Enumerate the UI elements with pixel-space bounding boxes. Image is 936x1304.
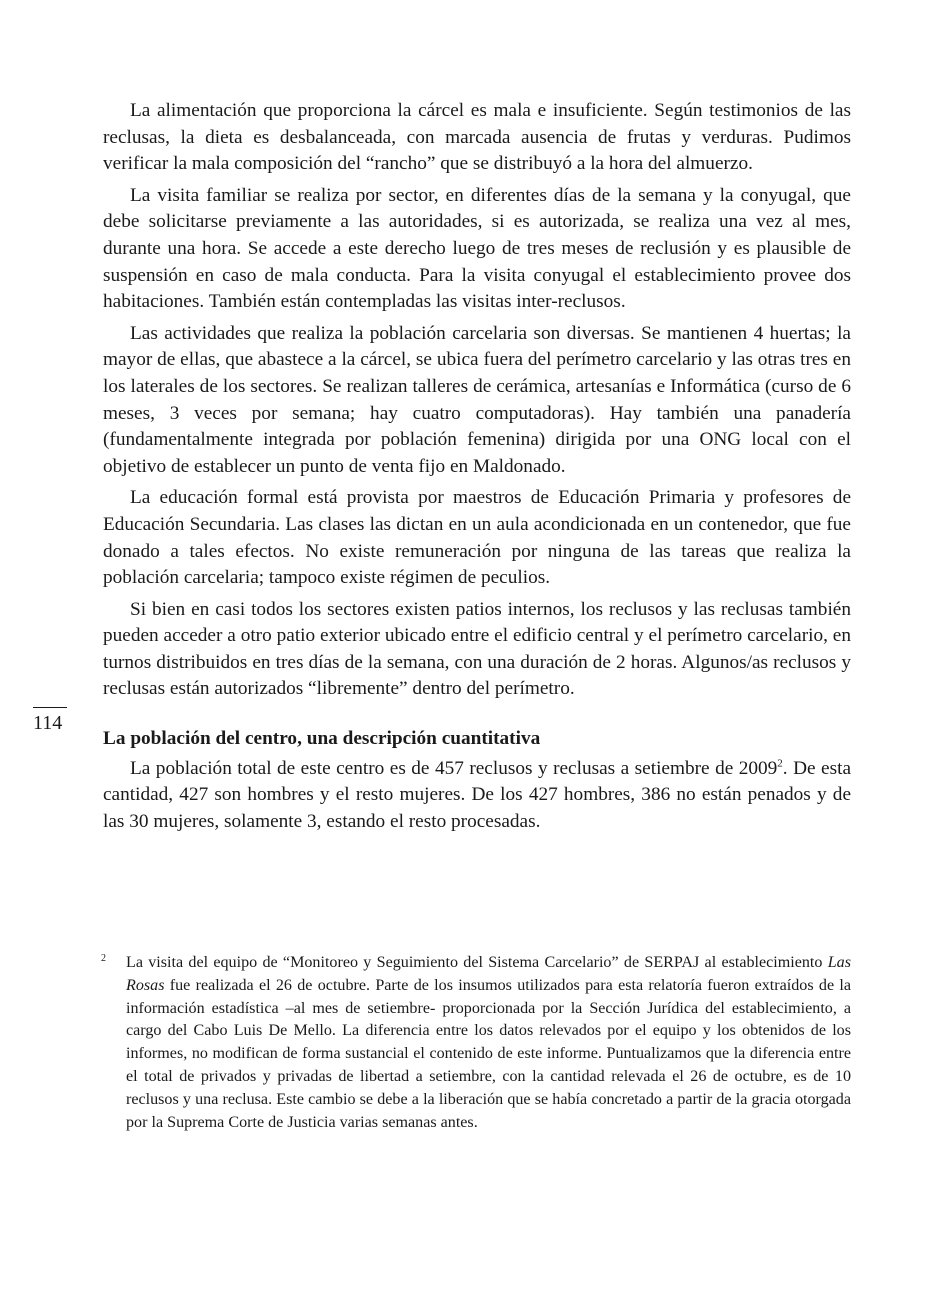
main-text bbox=[103, 98, 851, 840]
paragraph-activities: Las actividades que realiza la población carcelaria son diversas. Se mantienen 4 huertas; la mayor de ellas, que abastece a la cárcel, se ubica fuera del perímetro carcelario y las otras tres en los laterales de los sectores. Se realizan talleres de cerámica, artesanías e Informática (curso de 6 meses, 3 veces por semana; hay cuatro computadoras). Hay también una panadería (fundamentalmente integrada por población femenina) dirigida por una ONG local con el objetivo de establecer un punto de venta fijo en Maldonado. bbox=[103, 322, 851, 477]
footnote-text bbox=[126, 952, 851, 1134]
paragraph-population bbox=[103, 756, 851, 836]
footnote-reference[interactable]: 2 bbox=[777, 757, 783, 770]
page-number-block bbox=[33, 707, 69, 735]
footnote bbox=[103, 952, 851, 1134]
paragraph-visits: La visita familiar se realiza por sector, en diferentes días de la semana y la conyugal, que debe solicitarse previamente a las autoridades, si es autorizada, se realiza una vez al mes, durante una hora. Se accede a este derecho luego de tres meses de reclusión y es plausible de suspensión en caso de mala conducta. Para la visita conyugal el establecimiento provee dos habitaciones. También están contempladas las visitas inter-reclusos. bbox=[103, 184, 851, 313]
paragraph-patios: Si bien en casi todos los sectores existen patios internos, los reclusos y las reclusas también pueden acceder a otro patio exterior ubicado entre el edificio central y el perímetro carcelario, en turnos distribuidos en tres días de la semana, con una duración de 2 horas. Algunos/as reclusos y reclusas están autorizados “libremente” dentro del perímetro. bbox=[103, 598, 851, 700]
footnote-italic-name: Las Rosas bbox=[126, 954, 851, 994]
paragraph-education: La educación formal está provista por maestros de Educación Primaria y profesores de Educación Secundaria. Las clases las dictan en un aula acondicionada en un contenedor, que fue donado a tales efectos. No existe remuneración por ninguna de las tareas que realiza la población carcelaria; tampoco existe régimen de peculios. bbox=[103, 487, 851, 589]
footnote-mark: 2 bbox=[101, 953, 106, 964]
population-text-end: . De esta cantidad, 427 son hombres y el resto mujeres. De los 427 hombres, 386 no están penados y de las 30 mujeres, solamente 3, estando el resto procesadas. bbox=[103, 757, 851, 832]
footnote-text-end: fue realizada el 26 de octubre. Parte de los insumos utilizados para esta relatoría fueron extraídos de la información estadística –al mes de setiembre- proporcionada por la Sección Jurídica del establecimiento, a cargo del Cabo Luis De Mello. La diferencia entre los datos relevados por el equipo y los obtenidos de los informes, no modifican de forma sustancial el contenido de este informe. Puntualizamos que la diferencia entre el total de privados y privadas de libertad a setiembre, con la cantidad relevada el 26 de octubre, es de 10 reclusos y una reclusa. Este cambio se debe a la liberación que se había concretado a partir de la gracia otorgada por la Suprema Corte de Justicia varias semanas antes. bbox=[126, 976, 851, 1131]
footnote-text-start: La visita del equipo de “Monitoreo y Seguimiento del Sistema Carcelario” de SERPAJ al establecimiento bbox=[126, 954, 828, 971]
page-number: 114 bbox=[33, 712, 63, 734]
population-text-start: La población total de este centro es de 457 reclusos y reclusas a setiembre de 2009 bbox=[130, 757, 778, 779]
section-heading: La población del centro, una descripción cuantitativa bbox=[103, 728, 541, 750]
paragraph-food: La alimentación que proporciona la cárcel es mala e insuficiente. Según testimonios de las reclusas, la dieta es desbalanceada, con marcada ausencia de frutas y verduras. Pudimos verificar la mala composición del “rancho” que se distribuyó a la hora del almuerzo. bbox=[103, 100, 851, 175]
page-number-rule bbox=[33, 707, 67, 708]
